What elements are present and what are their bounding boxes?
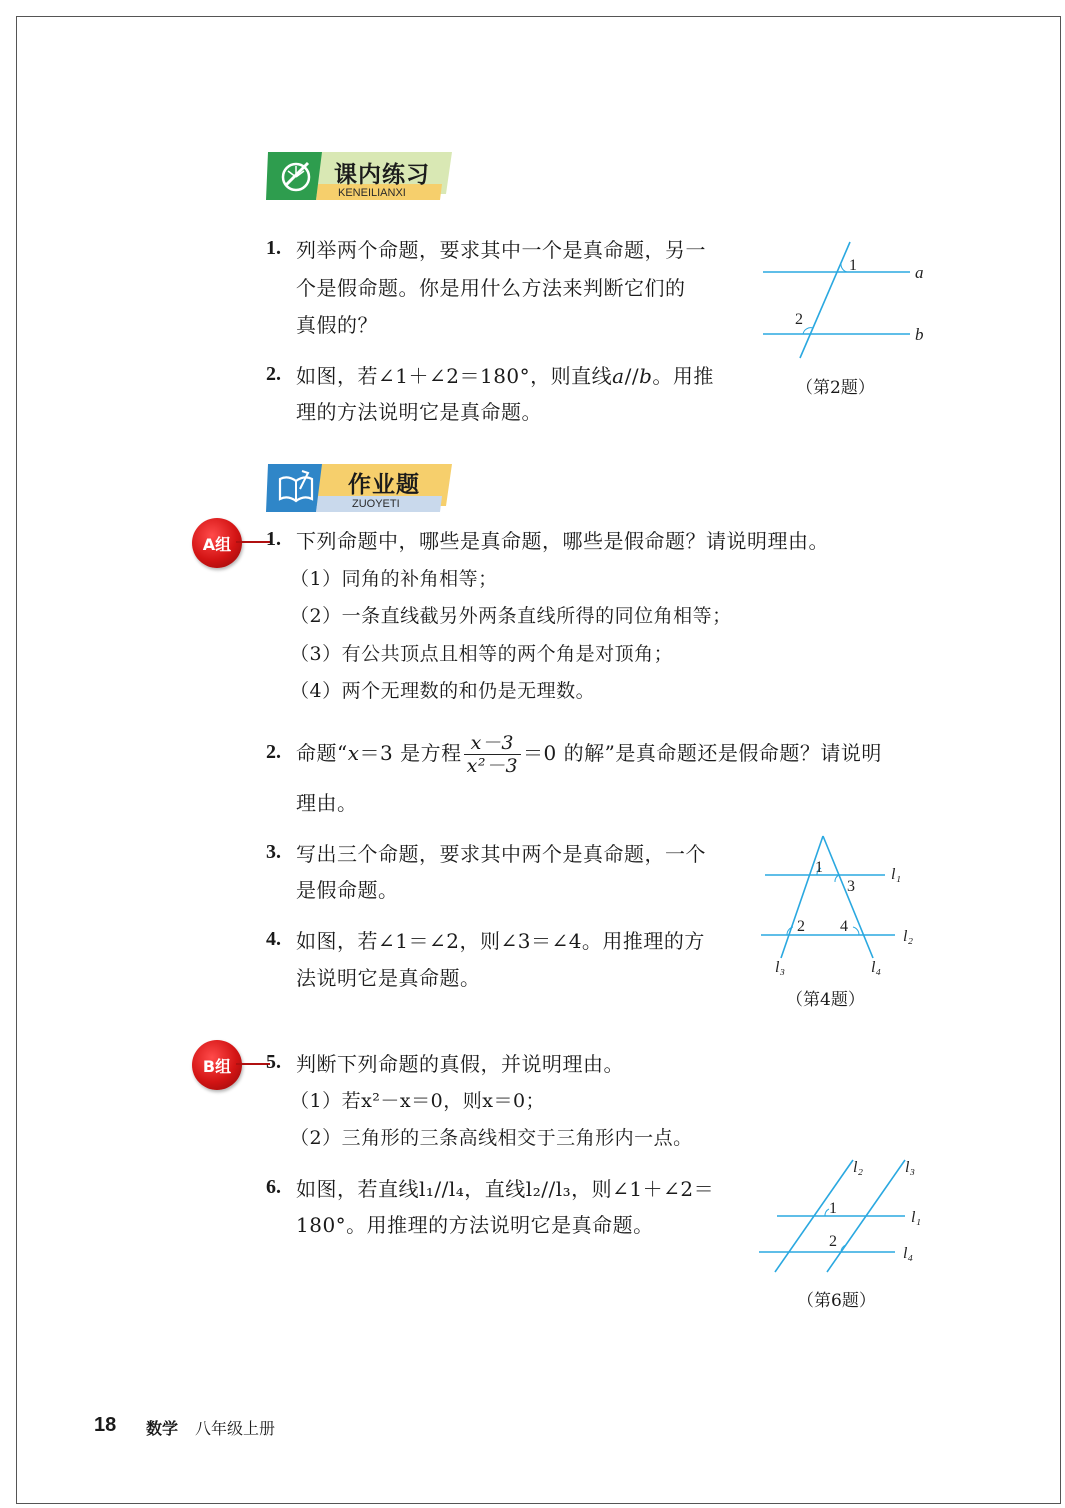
hw-q4-line1: 如图，若∠1＝∠2，则∠3＝∠4。用推理的方 [296, 929, 705, 953]
fig2-label-a: a [915, 263, 924, 282]
practice-q1-number: 1. [266, 237, 281, 259]
figure-q2-caption: （第2题） [796, 378, 875, 398]
practice-q2-line1: 如图，若∠1＋∠2＝180°，则直线a//b。用推 [296, 364, 714, 388]
practice-q1-line2: 个是假命题。你是用什么方法来判断它们的 [296, 276, 686, 300]
group-a-badge-tail [236, 541, 270, 543]
hw-q6-number: 6. [266, 1176, 281, 1198]
hw-q4-line2: 法说明它是真命题。 [296, 966, 481, 990]
figure-q4 [755, 830, 930, 980]
fig4-label-3: 3 [847, 878, 855, 895]
homework-subtitle: ZUOYETI [352, 498, 400, 510]
hw-q4-number: 4. [266, 928, 281, 950]
hw-q2-number: 2. [266, 741, 281, 763]
figure-q6 [755, 1150, 930, 1280]
fig4-label-1: 1 [815, 859, 823, 876]
fig4-label-l1: l₁ [891, 866, 902, 883]
hw-q1-item2: （2）一条直线截另外两条直线所得的同位角相等； [290, 605, 732, 627]
hw-q6-line1: 如图，若直线l₁//l₄，直线l₂//l₃，则∠1＋∠2＝ [296, 1177, 715, 1201]
hw-q1-item4: （4）两个无理数的和仍是无理数。 [290, 680, 596, 702]
group-b-badge: B组 [192, 1040, 242, 1090]
group-b-badge-tail [236, 1063, 270, 1065]
practice-title: 课内练习 [334, 162, 430, 188]
hw-q5-text: 判断下列命题的真假，并说明理由。 [296, 1052, 624, 1076]
homework-title: 作业题 [348, 472, 420, 498]
figure-q6-caption: （第6题） [797, 1291, 876, 1311]
hw-q6-line2: 180°。用推理的方法说明它是真命题。 [296, 1213, 654, 1237]
hw-q3-number: 3. [266, 841, 281, 863]
hw-q3-line2: 是假命题。 [296, 878, 399, 902]
fig2-label-b: b [915, 325, 924, 344]
hw-q5-item2: （2）三角形的三条高线相交于三角形内一点。 [290, 1127, 693, 1149]
fig6-label-2: 2 [829, 1233, 837, 1250]
fig6-label-l3: l₃ [905, 1159, 916, 1176]
hw-q2-line2: 理由。 [296, 791, 358, 815]
practice-subtitle: KENEILIANXI [338, 187, 406, 199]
fig4-label-l2: l₂ [903, 928, 914, 945]
hw-q2-line1: 命题“x＝3 是方程 $\frac{x-3}{\text{x²－3}}$ ＝0 的解”是真命题还是假命题？请说明 [296, 732, 882, 777]
open-book-icon [276, 469, 316, 509]
figure-q2 [755, 238, 935, 363]
fig6-label-l1: l₁ [911, 1209, 922, 1226]
hw-q3-line1: 写出三个命题，要求其中两个是真命题，一个 [296, 842, 706, 866]
figure-q4-caption: （第4题） [786, 990, 865, 1010]
practice-q2-line2: 理的方法说明它是真命题。 [296, 400, 542, 424]
homework-header [266, 462, 456, 516]
footer-subject: 数学 [146, 1419, 179, 1438]
hw-q1-number: 1. [266, 528, 281, 550]
practice-q1-line1: 列举两个命题，要求其中一个是真命题，另一 [296, 238, 706, 262]
practice-q1-line3: 真假的？ [296, 313, 378, 337]
hw-q1-text: 下列命题中，哪些是真命题，哪些是假命题？请说明理由。 [296, 529, 829, 553]
hw-q1-item1: （1）同角的补角相等； [290, 568, 498, 590]
footer-book: 八年级上册 [195, 1419, 276, 1438]
fig6-label-l4: l₄ [903, 1245, 914, 1262]
hw-q2-fraction: $\frac{x-3}{\text{x²－3}}$ [464, 732, 521, 777]
fig4-label-4: 4 [840, 918, 848, 935]
group-a-badge: A组 [192, 518, 242, 568]
hw-q5-number: 5. [266, 1051, 281, 1073]
fig4-label-l4: l₄ [871, 959, 882, 976]
practice-q2-number: 2. [266, 363, 281, 385]
hw-q5-item1: （1）若x²－x＝0，则x＝0； [290, 1090, 546, 1112]
fig6-label-l2: l₂ [853, 1159, 864, 1176]
page-number: 18 [94, 1414, 117, 1436]
fig4-label-l3: l₃ [775, 959, 786, 976]
fig2-label-1: 1 [849, 257, 857, 274]
fig2-label-2: 2 [795, 311, 803, 328]
ruler-protractor-icon [276, 155, 316, 199]
fig6-label-1: 1 [829, 1200, 837, 1217]
hw-q1-item3: （3）有公共顶点且相等的两个角是对顶角； [290, 643, 674, 665]
practice-header [266, 150, 456, 204]
fig4-label-2: 2 [797, 918, 805, 935]
